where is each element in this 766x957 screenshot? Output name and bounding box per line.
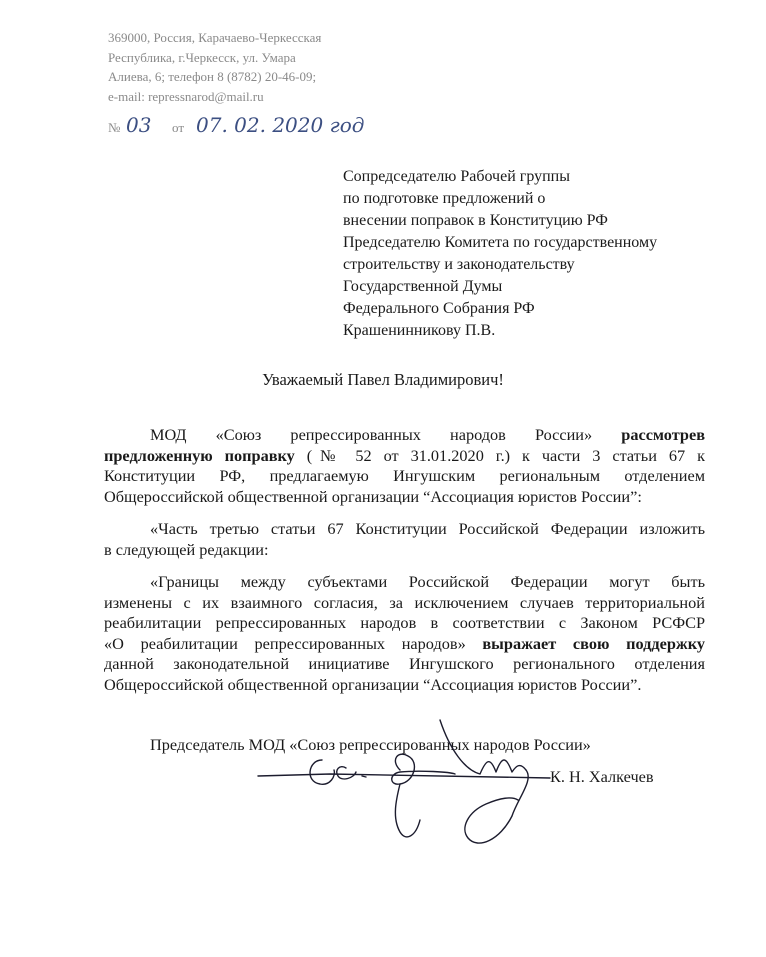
addressee-line: Председателю Комитета по государственному [343,234,658,251]
paragraph-support-intro [104,425,705,507]
addressee-line: Крашенинникову П.В. [343,322,496,339]
addressee-line: строительству и законодательству [343,256,575,273]
sender-address-line: 369000, Россия, Карачаево-Черкесская [108,30,322,45]
addressee-block [343,166,743,342]
paragraph-amendment-text [104,572,705,695]
body-line: «Границы между субъектами Российской Федерации могут быть [150,572,705,591]
date-from-label: от [172,120,185,135]
handwritten-signature [250,700,580,860]
outgoing-number-line [108,113,398,140]
body-line: Конституции РФ, предлагаемую Ингушским региональным отделением [104,466,705,485]
body-line: «О реабилитации репрессированных народов» выражает свою поддержку [104,633,705,653]
addressee-line: внесении поправок в Конституцию РФ [343,212,608,229]
addressee-line: Сопредседателю Рабочей группы [343,168,570,185]
body-line: данной законодательной инициативе Ингушского регионального отделения [104,654,705,673]
sender-email-line: e-mail: repressnarod@mail.ru [108,88,264,104]
body-line: предложенную поправку (№ 52 от 31.01.2020 г.) к части 3 статьи 67 к [104,445,705,465]
sender-address-line: Республика, г.Черкесск, ул. Умара [108,49,296,65]
sender-address-line: Алиева, 6; телефон 8 (8782) 20-46-09; [108,69,317,84]
body-line: «Часть третью статьи 67 Конституции Российской Федерации изложить [150,519,705,538]
body-line: Общероссийской общественной организации “Ассоциация юристов России”. [104,674,642,694]
addressee-line: по подготовке предложений о [343,190,546,207]
number-label: № [108,120,121,135]
signatory-position: Председатель МОД «Союз репрессированных народов России» [150,735,591,754]
addressee-line: Федерального Собрания РФ [343,300,535,317]
addressee-line: Государственной Думы [343,278,503,295]
handwritten-date: 07. 02. 2020 год [196,113,365,137]
body-line: МОД «Союз репрессированных народов России» рассмотрев [150,425,705,444]
body-line: реабилитации репрессированных народов в соответствии с Законом РСФСР [104,613,705,632]
salutation: Уважаемый Павел Владимирович! [262,370,504,389]
handwritten-number: 03 [126,113,152,137]
body-line: в следующей редакции: [104,539,269,559]
signatory-name: К. Н. Халкечев [550,767,654,786]
body-line: Общероссийской общественной организации “Ассоциация юристов России”: [104,486,642,506]
sender-address-block [108,28,378,106]
body-line: изменены с их взаимного согласия, за исключением случаев территориальной [104,592,705,612]
paragraph-amendment-part [104,519,705,560]
